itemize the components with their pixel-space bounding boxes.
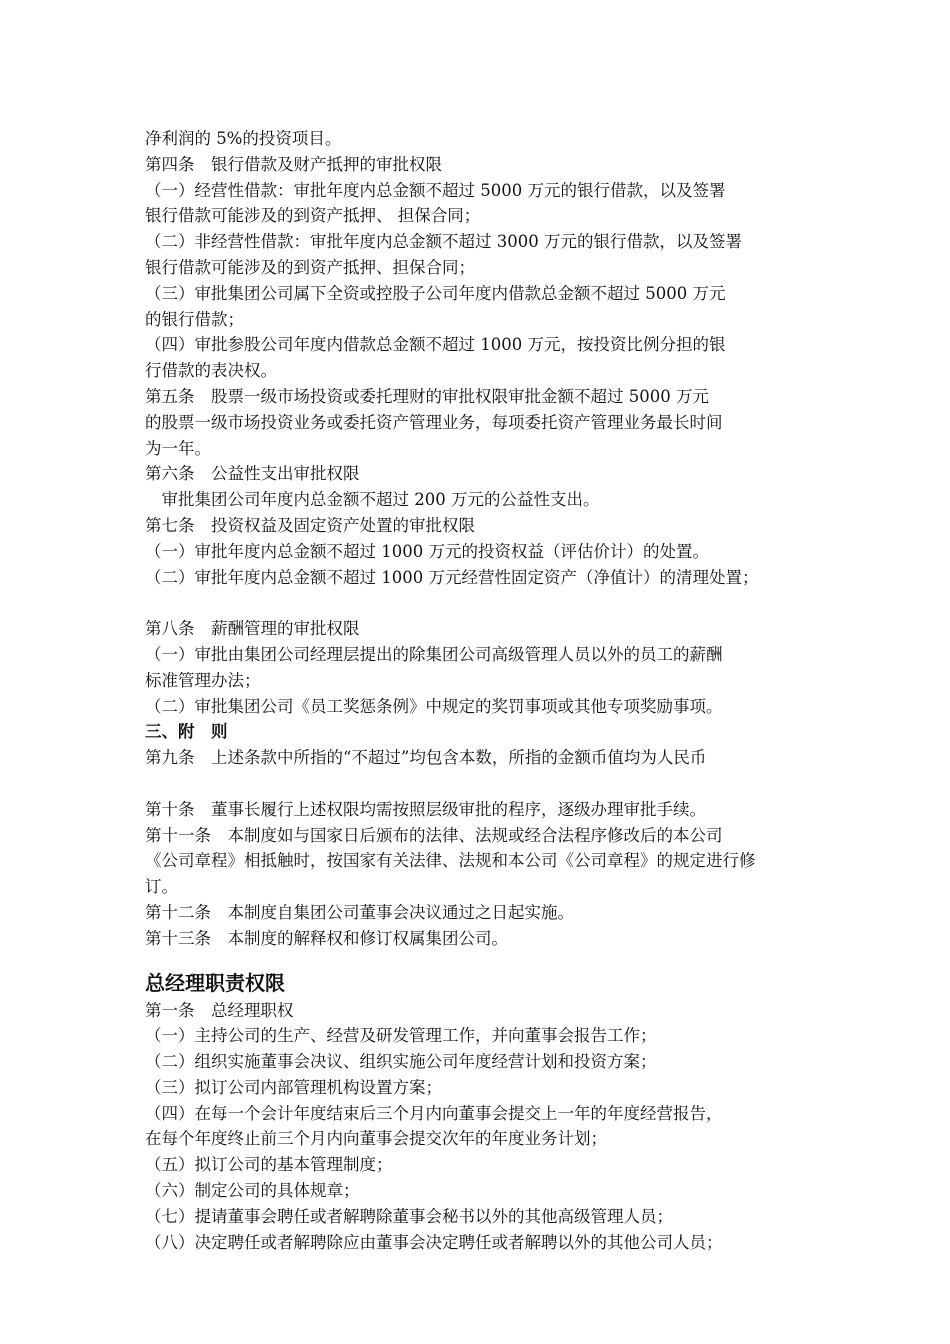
article-heading: 第七条 投资权益及固定资产处置的审批权限 bbox=[145, 515, 475, 535]
text-line: 标准管理办法； bbox=[145, 670, 261, 690]
text-line: （二）组织实施董事会决议、组织实施公司年度经营计划和投资方案； bbox=[145, 1052, 657, 1072]
article-heading: 第十三条 本制度的解释权和修订权属集团公司。 bbox=[145, 928, 508, 948]
text-line: （三）拟订公司内部管理机构设置方案； bbox=[145, 1077, 442, 1097]
text-line: （四）审批参股公司年度内借款总金额不超过 1000 万元，按投资比例分担的银 bbox=[145, 335, 726, 355]
text-line: 银行借款可能涉及的到资产抵押、担保合同； bbox=[145, 257, 475, 277]
text-line: （七）提请董事会聘任或者解聘除董事会秘书以外的其他高级管理人员； bbox=[145, 1206, 673, 1226]
chapter-heading: 三、附 则 bbox=[145, 722, 228, 742]
text-line: （二）非经营性借款：审批年度内总金额不超过 3000 万元的银行借款，以及签署 bbox=[145, 232, 742, 252]
text-line: 审批集团公司年度内总金额不超过 200 万元的公益性支出。 bbox=[145, 490, 600, 510]
document-page bbox=[145, 126, 825, 1255]
blank-line bbox=[145, 771, 825, 797]
text-line: （二）审批集团公司《员工奖惩条例》中规定的奖罚事项或其他专项奖励事项。 bbox=[145, 696, 723, 716]
article-heading: 第十二条 本制度自集团公司董事会决议通过之日起实施。 bbox=[145, 902, 574, 922]
article-heading: 第十条 董事长履行上述权限均需按照层级审批的程序，逐级办理审批手续。 bbox=[145, 799, 706, 819]
text-line: （六）制定公司的具体规章； bbox=[145, 1181, 360, 1201]
text-line: （一）审批年度内总金额不超过 1000 万元的投资权益（评估价计）的处置。 bbox=[145, 541, 709, 561]
text-line: 净利润的 5%的投资项目。 bbox=[145, 129, 342, 148]
article-heading: 第十一条 本制度如与国家日后颁布的法律、法规或经合法程序修改后的本公司 bbox=[145, 825, 723, 845]
text-line: 《公司章程》相抵触时，按国家有关法律、法规和本公司《公司章程》的规定进行修 bbox=[145, 851, 756, 871]
article-heading: 第五条 股票一级市场投资或委托理财的审批权限审批金额不超过 5000 万元 bbox=[145, 386, 709, 406]
article-heading: 第六条 公益性支出审批权限 bbox=[145, 464, 360, 484]
text-line: （八）决定聘任或者解聘除应由董事会决定聘任或者解聘以外的其他公司人员； bbox=[145, 1232, 723, 1252]
article-heading: 第一条 总经理职权 bbox=[145, 1000, 294, 1020]
section-title: 总经理职责权限 bbox=[145, 970, 285, 995]
text-line: 的银行借款； bbox=[145, 309, 244, 329]
text-line: （五）拟订公司的基本管理制度； bbox=[145, 1155, 393, 1175]
text-line: 为一年。 bbox=[145, 438, 211, 458]
article-heading: 第八条 薪酬管理的审批权限 bbox=[145, 619, 360, 639]
article-heading: 第四条 银行借款及财产抵押的审批权限 bbox=[145, 154, 442, 174]
text-line: 的股票一级市场投资业务或委托资产管理业务，每项委托资产管理业务最长时间 bbox=[145, 412, 723, 432]
text-line: 订。 bbox=[145, 877, 178, 897]
blank-line bbox=[145, 590, 825, 616]
text-line: （二）审批年度内总金额不超过 1000 万元经营性固定资产（净值计）的清理处置； bbox=[145, 567, 759, 587]
text-line: 在每个年度终止前三个月内向董事会提交次年的年度业务计划； bbox=[145, 1129, 607, 1149]
text-line: （一）经营性借款：审批年度内总金额不超过 5000 万元的银行借款，以及签署 bbox=[145, 180, 726, 200]
text-line: 银行借款可能涉及的到资产抵押、 担保合同； bbox=[145, 206, 481, 226]
text-line: 行借款的表决权。 bbox=[145, 361, 277, 381]
text-line: （一）主持公司的生产、经营及研发管理工作，并向董事会报告工作； bbox=[145, 1026, 657, 1046]
text-line: （三）审批集团公司属下全资或控股子公司年度内借款总金额不超过 5000 万元 bbox=[145, 283, 726, 303]
text-line: （四）在每一个会计年度结束后三个月内向董事会提交上一年的年度经营报告， bbox=[145, 1103, 723, 1123]
text-line: （一）审批由集团公司经理层提出的除集团公司高级管理人员以外的员工的薪酬 bbox=[145, 644, 723, 664]
article-heading: 第九条 上述条款中所指的“不超过”均包含本数，所指的金额币值均为人民币 bbox=[145, 748, 707, 768]
